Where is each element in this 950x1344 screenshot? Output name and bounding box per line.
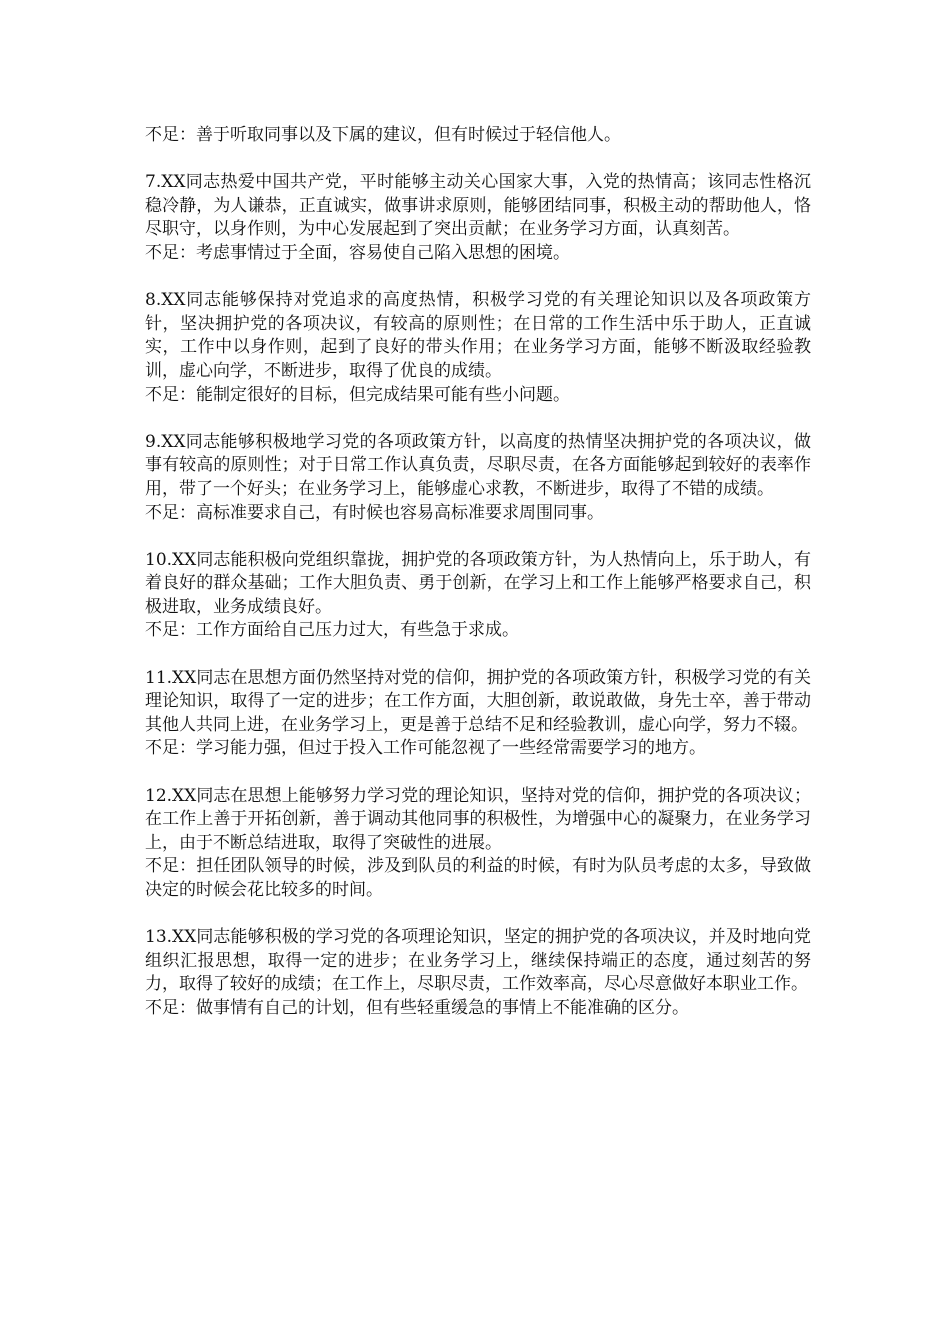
deficiency-text: 不足：能制定很好的目标，但完成结果可能有些小问题。 bbox=[145, 384, 570, 405]
deficiency-text: 不足：高标准要求自己，有时候也容易高标准要求周围同事。 bbox=[145, 502, 604, 523]
evaluation-entry-12 bbox=[145, 785, 811, 903]
evaluation-text: 10.XX同志能积极向党组织靠拢，拥护党的各项政策方针，为人热情向上，乐于助人，有着良好的群众基础；工作大胆负责、勇于创新，在学习上和工作上能够严格要求自己，积极进取，业务成绩良好。 bbox=[145, 549, 811, 617]
document-body bbox=[145, 124, 811, 1044]
evaluation-text: 12.XX同志在思想上能够努力学习党的理论知识，坚持对党的信仰，拥护党的各项决议；在工作上善于开拓创新，善于调动其他同事的积极性，为增强中心的凝聚力，在业务学习上，由于不断总结进取，取得了突破性的进展。 bbox=[145, 785, 811, 853]
deficiency-text: 不足：做事情有自己的计划，但有些轻重缓急的事情上不能准确的区分。 bbox=[145, 997, 689, 1018]
evaluation-entry-13 bbox=[145, 926, 811, 1020]
evaluation-text: 7.XX同志热爱中国共产党，平时能够主动关心国家大事，入党的热情高；该同志性格沉稳冷静，为人谦恭，正直诚实，做事讲求原则，能够团结同事，积极主动的帮助他人，恪尽职守，以身作则，为中心发展起到了突出贡献；在业务学习方面，认真刻苦。 bbox=[145, 172, 811, 240]
evaluation-entry-8 bbox=[145, 289, 811, 407]
evaluation-entry-9 bbox=[145, 431, 811, 525]
intro-block bbox=[145, 124, 811, 148]
deficiency-text: 不足：考虑事情过于全面，容易使自己陷入思想的困境。 bbox=[145, 242, 570, 263]
deficiency-text: 不足：工作方面给自己压力过大，有些急于求成。 bbox=[145, 620, 519, 641]
evaluation-entry-10 bbox=[145, 549, 811, 643]
deficiency-text: 不足：善于听取同事以及下属的建议，但有时候过于轻信他人。 bbox=[145, 125, 621, 145]
evaluation-text: 11.XX同志在思想方面仍然坚持对党的信仰，拥护党的各项政策方针，积极学习党的有关理论知识，取得了一定的进步；在工作方面，大胆创新，敢说敢做，身先士卒，善于带动其他人共同上进，在业务学习上，更是善于总结不足和经验教训，虚心向学，努力不辍。 bbox=[145, 667, 811, 735]
evaluation-text: 13.XX同志能够积极的学习党的各项理论知识，坚定的拥护党的各项决议，并及时地向党组织汇报思想，取得一定的进步；在业务学习上，继续保持端正的态度，通过刻苦的努力，取得了较好的成绩；在工作上，尽职尽责，工作效率高，尽心尽意做好本职业工作。 bbox=[145, 927, 811, 995]
evaluation-text: 8.XX同志能够保持对党追求的高度热情，积极学习党的有关理论知识以及各项政策方针，坚决拥护党的各项决议，有较高的原则性；在日常的工作生活中乐于助人，正直诚实，工作中以身作则，起到了良好的带头作用；在业务学习方面，能够不断汲取经验教训，虚心向学，不断进步，取得了优良的成绩。 bbox=[145, 290, 811, 381]
evaluation-entry-7 bbox=[145, 171, 811, 265]
evaluation-text: 9.XX同志能够积极地学习党的各项政策方针，以高度的热情坚决拥护党的各项决议，做事有较高的原则性；对于日常工作认真负责，尽职尽责，在各方面能够起到较好的表率作用，带了一个好头；在业务学习上，能够虚心求教，不断进步，取得了不错的成绩。 bbox=[145, 431, 811, 499]
evaluation-entry-11 bbox=[145, 667, 811, 761]
deficiency-text: 不足：学习能力强，但过于投入工作可能忽视了一些经常需要学习的地方。 bbox=[145, 738, 706, 759]
deficiency-text: 不足：担任团队领导的时候，涉及到队员的利益的时候，有时为队员考虑的太多，导致做决定的时候会花比较多的时间。 bbox=[145, 856, 811, 900]
